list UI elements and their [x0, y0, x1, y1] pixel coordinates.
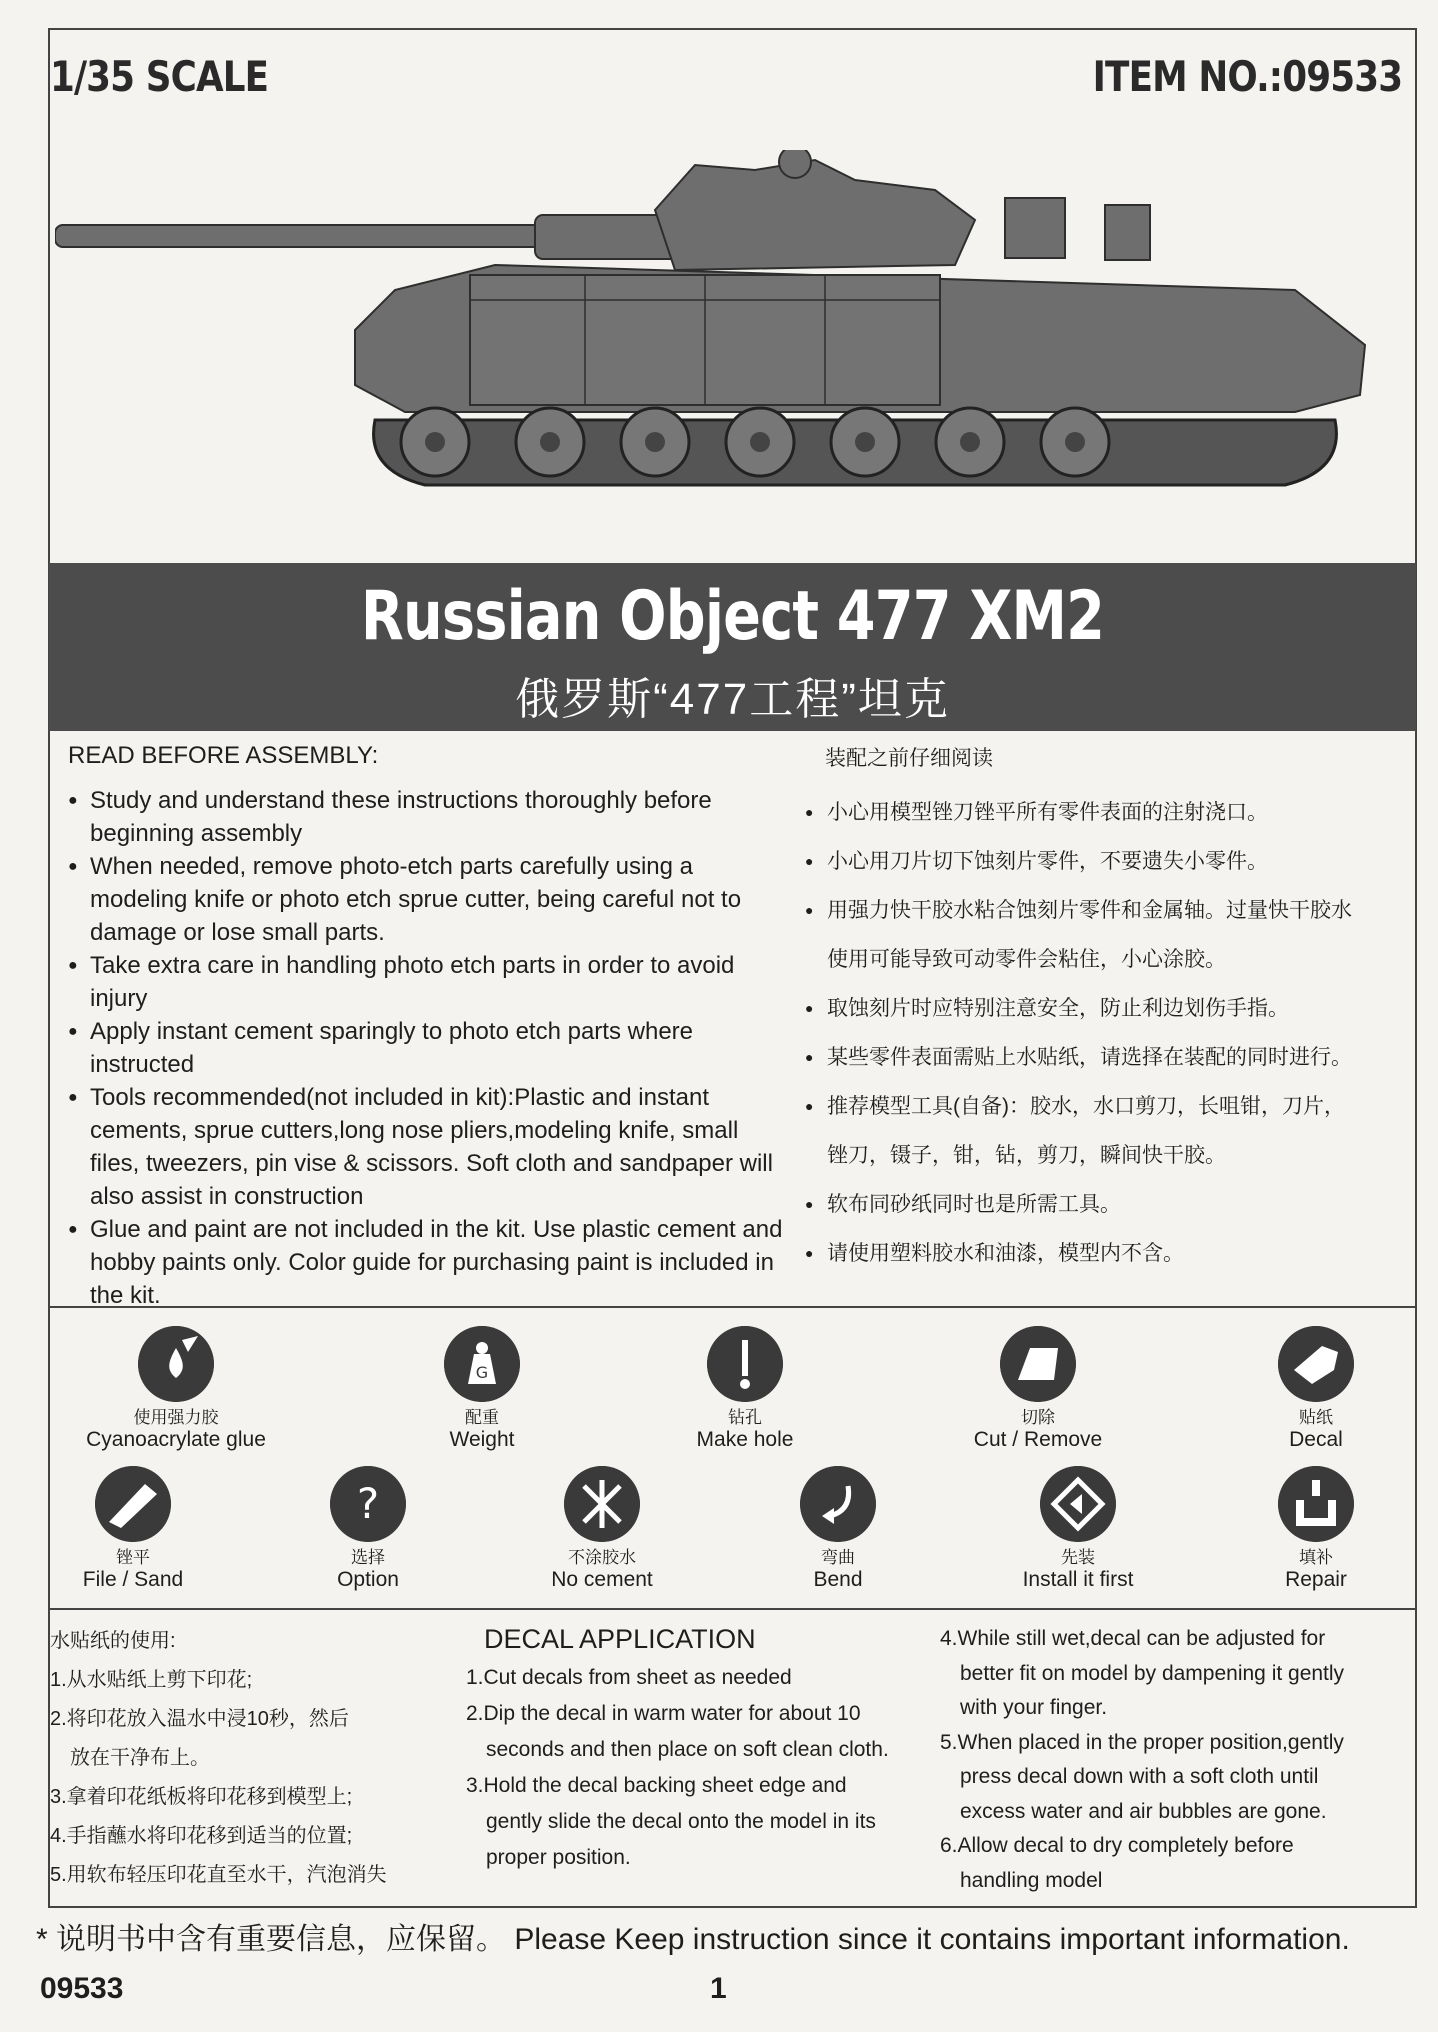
- title-english: Russian Object 477 XM2: [360, 577, 1105, 656]
- instruction-item-cn: ● 用强力快干胶水粘合蚀刻片零件和金属轴。过量快干胶水: [805, 886, 1405, 935]
- decal-icon: [1278, 1326, 1354, 1402]
- symbol-decal: [1216, 1326, 1416, 1452]
- symbol-label-en: Bend: [813, 1568, 863, 1591]
- decal-instructions-en-2: [940, 1622, 1400, 1898]
- decal-step-cn: 2.将印花放入温水中浸10秒，然后: [50, 1708, 349, 1730]
- read-before-english: [68, 742, 788, 1312]
- symbol-bend: [738, 1466, 938, 1592]
- symbol-label-cn: 填补: [1299, 1548, 1333, 1567]
- decal-step: with your finger.: [960, 1696, 1108, 1719]
- drill-icon: [707, 1326, 783, 1402]
- symbol-label-cn: 不涂胶水: [568, 1548, 636, 1567]
- decal-step: seconds and then place on soft clean cloth.: [486, 1738, 889, 1761]
- instruction-item: ● Glue and paint are not included in the kit. Use plastic cement and hobby paints only. Color guide for purchasing paint is included in the kit.: [68, 1213, 788, 1312]
- instruction-item: ● Tools recommended(not included in kit):Plastic and instant cements, sprue cutters,long nose pliers,modeling knife, small files, tweezers, pin vise & scissors. Soft cloth and sandpaper will also assist in construction: [68, 1081, 788, 1213]
- read-before-heading: READ BEFORE ASSEMBLY:: [68, 742, 379, 769]
- knife-icon: [1000, 1326, 1076, 1402]
- decal-step: 6.Allow decal to dry completely before: [940, 1834, 1294, 1857]
- decal-step: better fit on model by dampening it gently: [960, 1661, 1345, 1685]
- symbol-label-en: Make hole: [696, 1428, 794, 1451]
- decal-step: handling model: [960, 1868, 1103, 1892]
- symbol-label-cn: 弯曲: [821, 1548, 855, 1567]
- decal-instructions-en-1: [466, 1622, 946, 1876]
- symbol-label-en: Weight: [449, 1428, 515, 1451]
- symbol-label-en: Option: [337, 1568, 399, 1591]
- scale-label: 1/35 SCALE: [50, 52, 269, 101]
- symbol-label-cn: 配重: [465, 1408, 499, 1427]
- instruction-item-cn: ● 某些零件表面需贴上水贴纸，请选择在装配的同时进行。: [805, 1033, 1405, 1082]
- instruction-item-cn: 锉刀，镊子，钳，钻，剪刀，瞬间快干胶。: [827, 1144, 1226, 1167]
- no-cement-icon: [564, 1466, 640, 1542]
- instruction-item-cn: ● 小心用刀片切下蚀刻片零件，不要遗失小零件。: [805, 837, 1405, 886]
- title-chinese: 俄罗斯“477工程”坦克: [515, 675, 950, 724]
- weight-icon: [444, 1326, 520, 1402]
- divider: [49, 1306, 1416, 1308]
- symbol-label-en: Cyanoacrylate glue: [86, 1428, 266, 1451]
- item-number: ITEM NO.:09533: [1092, 52, 1402, 101]
- symbol-install-first: [978, 1466, 1178, 1592]
- decal-step: 1.Cut decals from sheet as needed: [466, 1666, 792, 1689]
- decal-step: excess water and air bubbles are gone.: [960, 1799, 1327, 1823]
- symbol-label-cn: 先装: [1061, 1548, 1095, 1567]
- decal-step-cn: 5.用软布轻压印花直至水干，汽泡消失: [50, 1864, 387, 1886]
- symbol-label-cn: 钻孔: [728, 1408, 762, 1427]
- instruction-item-cn: ● 软布同砂纸同时也是所需工具。: [805, 1180, 1405, 1229]
- decal-instructions-cn: [50, 1622, 450, 1895]
- instruction-item-cn: ● 小心用模型锉刀锉平所有零件表面的注射浇口。: [805, 788, 1405, 837]
- symbol-label-cn: 选择: [351, 1548, 385, 1567]
- instruction-item: ● When needed, remove photo-etch parts carefully using a modeling knife or photo etch sprue cutter, being careful not to damage or lose small parts.: [68, 850, 788, 949]
- instruction-item: ● Take extra care in handling photo etch parts in order to avoid injury: [68, 949, 788, 1015]
- read-before-chinese: [805, 742, 1405, 1278]
- divider: [49, 1608, 1416, 1610]
- decal-step-cn: 3.拿着印花纸板将印花移到模型上;: [50, 1786, 353, 1808]
- symbol-label-en: No cement: [551, 1568, 653, 1591]
- repair-icon: [1278, 1466, 1354, 1542]
- footer-item-number: 09533: [40, 1972, 124, 2005]
- symbol-option: [268, 1466, 468, 1592]
- decal-heading-cn: 水贴纸的使用:: [50, 1630, 176, 1652]
- decal-step: proper position.: [486, 1846, 631, 1869]
- symbol-hole: [645, 1326, 845, 1452]
- decal-step-cn: 放在干净布上。: [70, 1747, 210, 1769]
- instruction-item-cn: ● 推荐模型工具(自备)：胶水，水口剪刀，长咀钳，刀片，: [805, 1082, 1405, 1131]
- bend-arrow-icon: [800, 1466, 876, 1542]
- decal-step: 3.Hold the decal backing sheet edge and: [466, 1774, 847, 1797]
- symbol-label-cn: 贴纸: [1299, 1408, 1333, 1427]
- keep-instruction-notice: * 说明书中含有重要信息，应保留。 Please Keep instruction since it contains important information.: [36, 1923, 1350, 1956]
- decal-step: press decal down with a soft cloth until: [960, 1765, 1319, 1788]
- symbol-file: [33, 1466, 233, 1592]
- divider: [49, 1906, 1416, 1908]
- instruction-item-cn: 使用可能导致可动零件会粘住，小心涂胶。: [827, 948, 1226, 971]
- symbol-glue: [76, 1326, 276, 1452]
- install-first-icon: [1040, 1466, 1116, 1542]
- glue-drop-icon: [138, 1326, 214, 1402]
- symbol-repair: [1216, 1466, 1416, 1592]
- symbol-weight: [382, 1326, 582, 1452]
- page-number: 1: [710, 1972, 727, 2005]
- decal-step: gently slide the decal onto the model in its: [486, 1810, 876, 1833]
- symbol-label-en: Decal: [1289, 1428, 1343, 1451]
- instruction-item-cn: ● 取蚀刻片时应特别注意安全，防止利边划伤手指。: [805, 984, 1405, 1033]
- symbol-cut: [938, 1326, 1138, 1452]
- symbol-label-cn: 锉平: [116, 1548, 150, 1567]
- tank-illustration: [55, 150, 1385, 510]
- decal-step: 4.While still wet,decal can be adjusted for: [940, 1627, 1326, 1650]
- symbol-label-en: Repair: [1285, 1568, 1347, 1591]
- symbol-label-cn: 使用强力胶: [133, 1408, 219, 1427]
- symbol-label-cn: 切除: [1021, 1408, 1055, 1427]
- file-icon: [95, 1466, 171, 1542]
- symbol-label-en: Cut / Remove: [973, 1428, 1103, 1451]
- read-before-heading-cn: 装配之前仔细阅读: [825, 747, 993, 770]
- symbol-label-en: File / Sand: [82, 1568, 184, 1591]
- decal-step-cn: 4.手指蘸水将印花移到适当的位置;: [50, 1825, 353, 1847]
- svg-text:?: ?: [356, 1479, 380, 1528]
- title-band: [49, 563, 1416, 731]
- instruction-item-cn: ● 请使用塑料胶水和油漆，模型内不含。: [805, 1229, 1405, 1278]
- decal-heading: DECAL APPLICATION: [484, 1624, 756, 1654]
- decal-step-cn: 1.从水贴纸上剪下印花;: [50, 1669, 253, 1691]
- decal-step: 2.Dip the decal in warm water for about 10: [466, 1702, 861, 1725]
- symbol-no-cement: [502, 1466, 702, 1592]
- decal-step: 5.When placed in the proper position,gently: [940, 1730, 1344, 1754]
- svg-text:G: G: [475, 1363, 489, 1382]
- instruction-item: ● Study and understand these instructions thoroughly before beginning assembly: [68, 784, 788, 850]
- instruction-item: ● Apply instant cement sparingly to photo etch parts where instructed: [68, 1015, 788, 1081]
- symbol-label-en: Install it first: [1022, 1568, 1134, 1591]
- question-icon: [330, 1466, 406, 1542]
